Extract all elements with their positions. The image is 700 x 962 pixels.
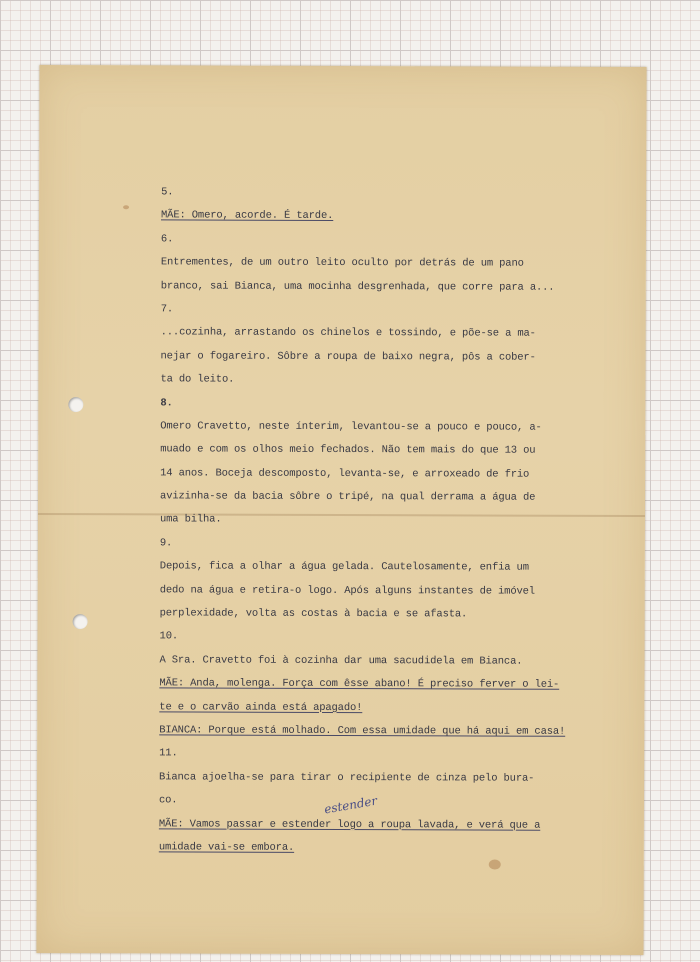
stain-mark xyxy=(489,860,501,870)
direction-line: avizinha-se da bacia sôbre o tripé, na qual derrama a água de xyxy=(160,490,536,504)
typewritten-page xyxy=(36,65,646,955)
direction-line: 14 anos. Boceja descomposto, levanta-se, e arroxeado de frio xyxy=(160,467,530,481)
dialogue-line: MÃE: Omero, acorde. É tarde. xyxy=(161,209,334,223)
script-text xyxy=(159,181,581,861)
dialogue-line: te e o carvão ainda está apagado! xyxy=(159,700,363,714)
scene-number: 10. xyxy=(159,630,179,643)
stain-mark xyxy=(123,205,129,209)
direction-line: ...cozinha, arrastando os chinelos e tossindo, e põe-se a ma- xyxy=(160,326,536,341)
scene-number: 9. xyxy=(159,537,173,550)
direction-line: Depois, fica a olhar a água gelada. Cautelosamente, enfia um xyxy=(159,560,529,574)
direction-line: Entrementes, de um outro leito oculto por detrás de um pano xyxy=(160,256,524,270)
direction-line: uma bilha. xyxy=(159,513,222,527)
dialogue-line: MÃE: Anda, molenga. Força com êsse abano! É preciso ferver o lei- xyxy=(159,677,560,691)
direction-line: Bianca ajoelha-se para tirar o recipiente de cinza pelo bura- xyxy=(159,771,535,785)
direction-line: perplexidade, volta as costas à bacia e se afasta. xyxy=(159,607,468,621)
direction-line: A Sra. Cravetto foi à cozinha dar uma sacudidela em Bianca. xyxy=(159,654,523,668)
direction-line: ta do leito. xyxy=(160,373,235,386)
punch-hole-top xyxy=(68,397,83,412)
direction-line: muado e com os olhos meio fechados. Não tem mais do que 13 ou xyxy=(160,443,536,457)
dialogue-line: MÃE: Vamos passar e estender logo a roupa lavada, e verá que a xyxy=(158,817,541,832)
scene-number: 6. xyxy=(160,233,174,246)
dialogue-line: umidade vai-se embora. xyxy=(158,841,295,854)
punch-hole-bottom xyxy=(73,614,88,629)
direction-line: co. xyxy=(158,794,178,807)
direction-line: dedo na água e retira-o logo. Após alguns instantes de imóvel xyxy=(159,584,535,598)
dialogue-line: BIANCA: Porque está molhado. Com essa umidade que há aqui em casa! xyxy=(159,724,566,738)
scene-number: 7. xyxy=(160,303,174,316)
scene-number: 8. xyxy=(160,396,173,409)
direction-line: branco, sai Bianca, uma mocinha desgrenhada, que corre para a... xyxy=(160,279,555,294)
direction-line: Omero Cravetto, neste ínterim, levantou-se a pouco e pouco, a- xyxy=(160,420,542,434)
handwritten-correction: estender xyxy=(323,793,379,817)
scene-number: 11. xyxy=(159,747,178,760)
scene-number: 5. xyxy=(161,186,174,199)
direction-line: nejar o fogareiro. Sôbre a roupa de baixo negra, pôs a cober- xyxy=(160,350,536,364)
